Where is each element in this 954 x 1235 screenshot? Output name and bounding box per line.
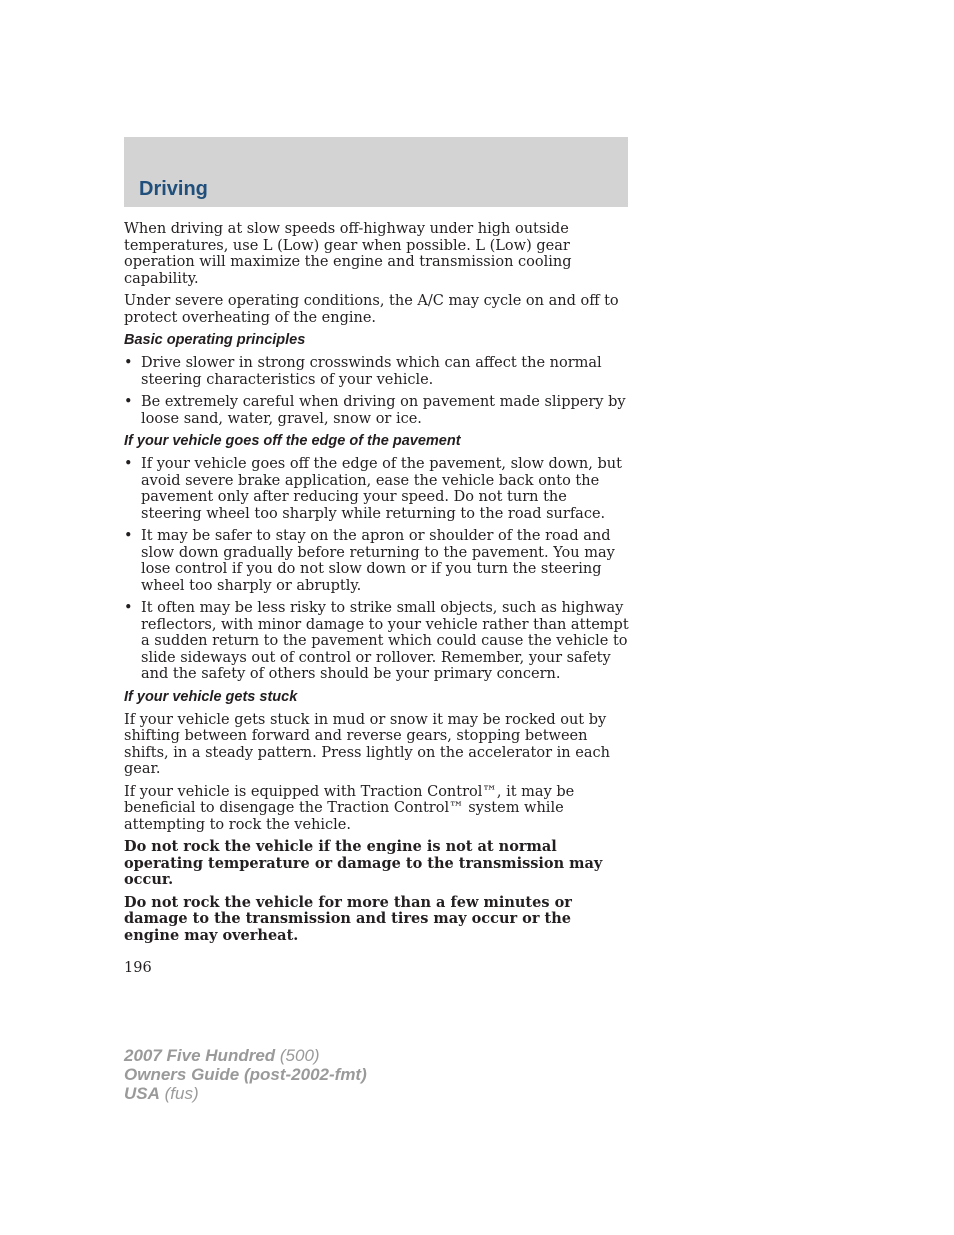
- bullet-list-basic-principles: [124, 355, 630, 427]
- list-item: [124, 394, 630, 427]
- footer-model-code: (500): [275, 1046, 320, 1065]
- footer-line-2: [124, 1065, 367, 1084]
- bullet-icon: •: [124, 528, 133, 544]
- intro-paragraph-2: Under severe operating conditions, the A/C may cycle on and off to protect overheating of the engine.: [124, 293, 619, 326]
- bullet-icon: •: [124, 600, 133, 616]
- footer-line-1: [124, 1046, 367, 1065]
- list-item: [124, 528, 630, 594]
- section-title: Driving: [139, 178, 208, 200]
- footer-market: USA: [124, 1084, 160, 1103]
- heading-basic-operating-principles: Basic operating principles: [124, 332, 306, 348]
- list-item-text: It may be safer to stay on the apron or shoulder of the road and slow down gradually before returning to the pavement. You may lose control if you do not slow down or if you turn the steering wheel too sharply or abruptly.: [141, 528, 615, 594]
- page-content: [124, 221, 630, 977]
- list-item-text: Drive slower in strong crosswinds which can affect the normal steering characteristics of your vehicle.: [141, 355, 602, 388]
- list-item: [124, 600, 630, 683]
- list-item: [124, 456, 630, 522]
- stuck-paragraph-2: If your vehicle is equipped with Traction Control™, it may be beneficial to disengage the Traction Control™ system while attempting to rock the vehicle.: [124, 783, 575, 833]
- heading-off-pavement: If your vehicle goes off the edge of the pavement: [124, 433, 461, 449]
- heading-vehicle-stuck: If your vehicle gets stuck: [124, 688, 298, 705]
- list-item-text: It often may be less risky to strike small objects, such as highway reflectors, with minor damage to your vehicle rather than attempt a sudden return to the pavement which could cause the vehicle to slide sideways out of control or rollover. Remember, your safety and the safety of others should be your primary concern.: [141, 600, 629, 682]
- page-number: 196: [124, 960, 152, 976]
- bullet-list-off-pavement: [124, 456, 630, 683]
- list-item: [124, 355, 630, 388]
- bullet-icon: •: [124, 355, 133, 371]
- footer-line-3: [124, 1084, 367, 1103]
- bullet-icon: •: [124, 394, 133, 410]
- stuck-paragraph-1: If your vehicle gets stuck in mud or snow it may be rocked out by shifting between forward and reverse gears, stopping between shifts, in a steady pattern. Press lightly on the accelerator in each gear.: [124, 711, 610, 777]
- list-item-text: If your vehicle goes off the edge of the pavement, slow down, but avoid severe brake application, ease the vehicle back onto the pavement only after reducing your speed. Do not turn the steering wheel too sharply while returning to the road surface.: [141, 456, 622, 522]
- document-footer: [124, 1046, 367, 1103]
- section-header-band: [124, 137, 628, 207]
- footer-model: 2007 Five Hundred: [124, 1046, 276, 1065]
- footer-market-code: (fus): [159, 1084, 199, 1103]
- bullet-icon: •: [124, 456, 133, 472]
- footer-guide-title: Owners Guide (post-2002-fmt): [124, 1065, 367, 1084]
- list-item-text: Be extremely careful when driving on pavement made slippery by loose sand, water, gravel, snow or ice.: [141, 394, 626, 427]
- warning-paragraph-2: Do not rock the vehicle for more than a few minutes or damage to the transmission and tires may occur or the engine may overheat.: [124, 893, 572, 944]
- intro-paragraph-1: When driving at slow speeds off-highway under high outside temperatures, use L (Low) gear when possible. L (Low) gear operation will maximize the engine and transmission cooling capability.: [124, 221, 572, 287]
- warning-paragraph-1: Do not rock the vehicle if the engine is not at normal operating temperature or damage to the transmission may occur.: [124, 838, 603, 888]
